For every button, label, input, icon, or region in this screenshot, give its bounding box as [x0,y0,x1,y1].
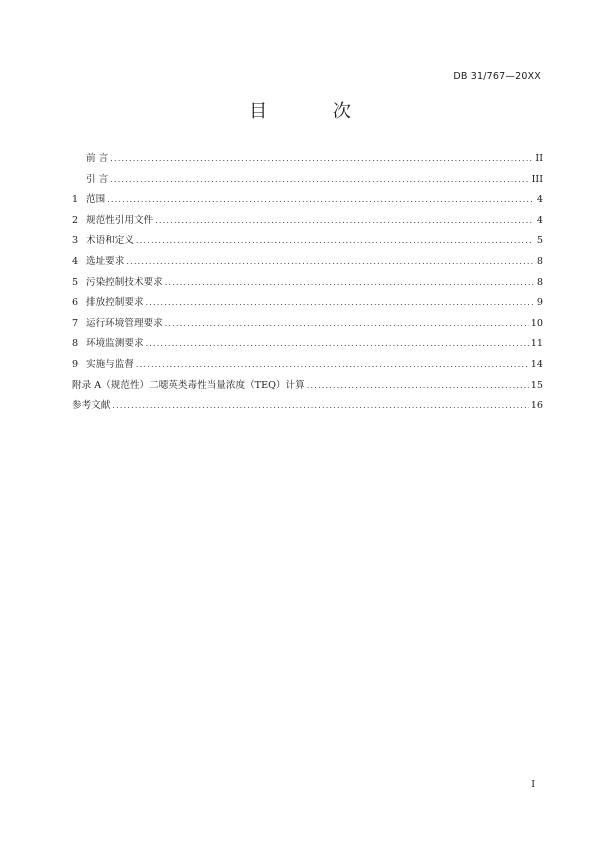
toc-entry-emission-control[interactable] [72,293,543,314]
toc-entry-page: 11 [530,338,543,350]
toc-entry-label: 规范性引用文件 [86,214,154,226]
toc-entry-number: 7 [72,317,79,329]
toc-entry-page: 5 [536,235,543,247]
toc-leader-dots [112,396,528,417]
toc-entry-introduction[interactable] [72,170,543,191]
toc-entry-label: 环境监测要求 [86,338,144,350]
toc-leader-dots [165,273,533,294]
toc-leader-dots [110,149,533,170]
toc-leader-dots [136,231,533,252]
toc-entry-appendix-a[interactable] [72,376,543,397]
toc-leader-dots [136,355,529,376]
toc-entry-number: 2 [72,214,79,226]
toc-entry-scope[interactable] [72,190,543,211]
toc-entry-label: 实施与监督 [86,358,134,370]
toc-entry-page: 14 [530,358,543,370]
toc-title: 目 次 [249,101,381,122]
toc-entry-bibliography[interactable] [72,396,543,417]
toc-entry-site-selection[interactable] [72,252,543,273]
toc-entry-monitoring[interactable] [72,334,543,355]
toc-entry-number: 6 [72,297,79,309]
toc-entry-page: 8 [536,255,543,267]
toc-leader-dots [110,170,529,191]
toc-entry-label: 排放控制要求 [86,297,144,309]
toc-entry-number: 1 [72,194,79,206]
toc-entry-page: 8 [536,276,543,288]
toc-entry-operation-management[interactable] [72,314,543,335]
toc-entry-page: 15 [530,379,543,391]
toc-entry-page: 10 [530,317,543,329]
toc-entry-label: 前 言 [86,153,109,164]
toc-entry-terms-definitions[interactable] [72,231,543,252]
toc-leader-dots [155,211,533,232]
toc-entry-pollution-control[interactable] [72,273,543,294]
toc-entry-number: 4 [72,255,79,267]
toc-leader-dots [146,334,529,355]
toc-entry-label: 范围 [86,194,106,206]
toc-leader-dots [126,252,533,273]
toc-entry-foreword[interactable] [72,149,543,170]
toc-entry-page: 4 [536,194,543,206]
toc-entry-page: 16 [530,400,543,412]
document-code: DB 31/767—20XX [453,71,541,82]
toc-leader-dots [107,190,533,211]
toc-entry-label: 参考文献 [72,400,111,412]
toc-entry-page: 4 [536,214,543,226]
toc-entry-implementation[interactable] [72,355,543,376]
toc-entry-page: III [531,173,543,185]
toc-leader-dots [165,314,529,335]
table-of-contents [72,149,543,417]
page-number: I [531,779,535,790]
toc-entry-normative-references[interactable] [72,211,543,232]
toc-entry-number: 5 [72,276,79,288]
toc-entry-label: 污染控制技术要求 [86,276,163,288]
toc-entry-page: II [535,153,543,164]
toc-leader-dots [307,376,529,397]
toc-entry-number: 3 [72,235,79,247]
toc-entry-label: 运行环境管理要求 [86,317,163,329]
toc-entry-label: 选址要求 [86,255,125,267]
toc-entry-number: 9 [72,358,79,370]
toc-entry-page: 9 [536,297,543,309]
toc-entry-label: 术语和定义 [86,235,134,247]
toc-leader-dots [146,293,533,314]
toc-entry-label: 附录 A（规范性）二噁英类毒性当量浓度（TEQ）计算 [72,379,305,391]
toc-entry-number: 8 [72,338,79,350]
toc-entry-label: 引 言 [86,173,109,185]
